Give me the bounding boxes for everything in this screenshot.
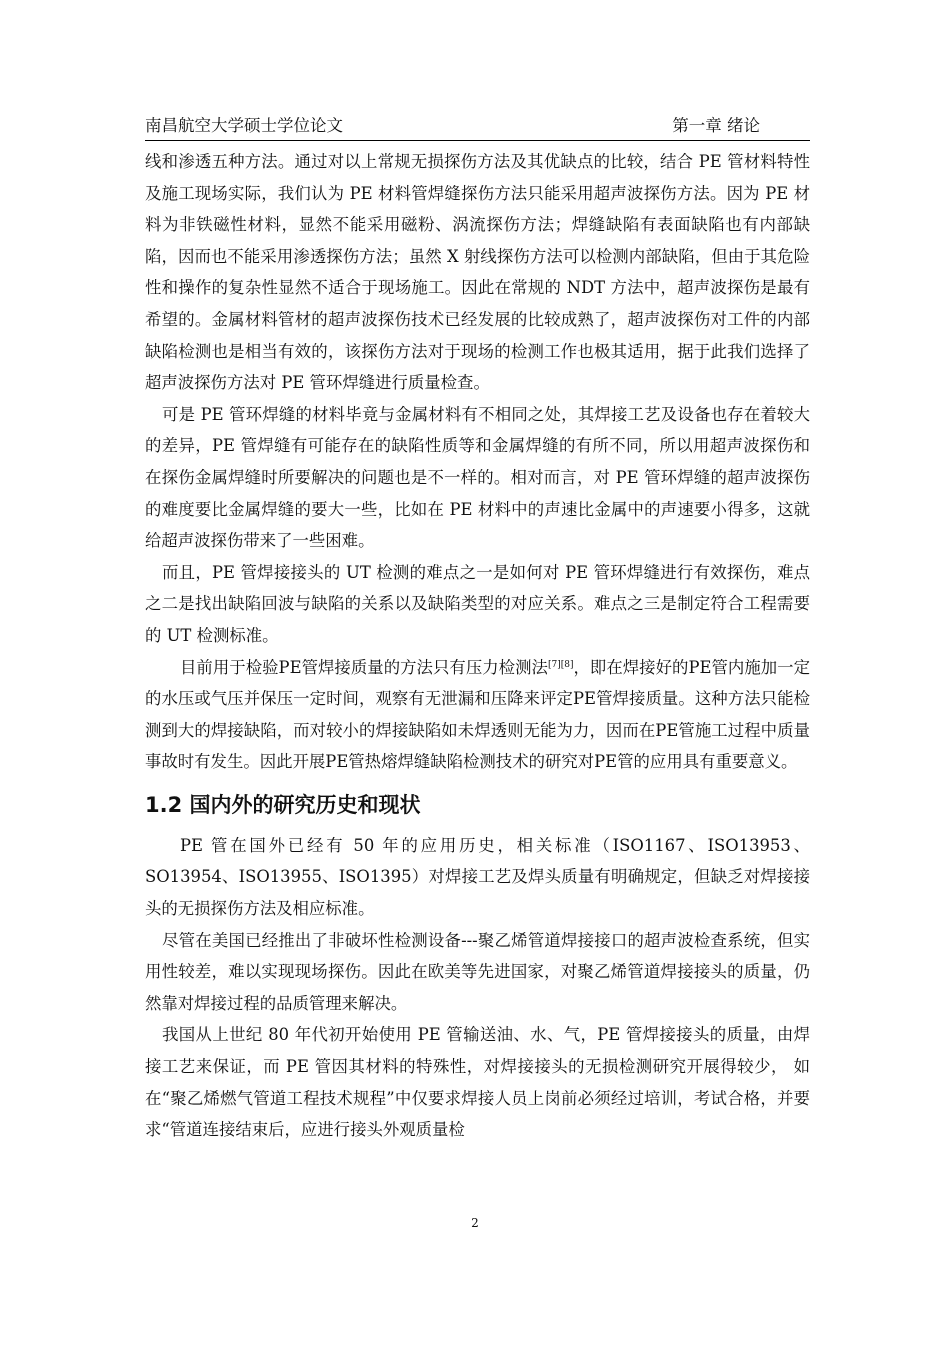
paragraph-5: PE 管在国外已经有 50 年的应用历史，相关标准（ISO1167、ISO13953、SO13954、ISO13955、ISO1395）对焊接工艺及焊头质量有明确规定，但缺乏对焊接接头的无损探伤方法及相应标准。 bbox=[145, 835, 810, 919]
header-chapter-title: 第一章 绪论 bbox=[672, 116, 760, 135]
paragraph-7: 我国从上世纪 80 年代初开始使用 PE 管输送油、水、气，PE 管焊接接头的质量，由焊接工艺来保证，而 PE 管因其材料的特殊性，对焊接接头的无损检测研究开展得较少， 如在“聚乙烯燃气管道工程技术规程”中仅要求焊接人员上岗前必须经过培训，考试合格，并要求“管道连接结束后，应进行接头外观质量检 bbox=[145, 1025, 810, 1140]
running-header bbox=[145, 112, 810, 138]
paragraph-6: 尽管在美国已经推出了非破坏性检测设备---聚乙烯管道焊接接口的超声波检查系统，但实用性较差，难以实现现场探伤。因此在欧美等先进国家，对聚乙烯管道焊接接头的质量，仍然靠对焊接过程的品质管理来解决。 bbox=[145, 930, 810, 1013]
paragraph-4 bbox=[145, 652, 810, 778]
paragraph-4-part-b: ，即在焊接好的PE管内施加一定的水压或气压并保压一定时间，观察有无泄漏和压降来评定PE管焊接质量。这种方法只能检测到大的焊接缺陷，而对较小的焊接缺陷如未焊透则无能为力，因而在PE管施工过程中质量事故时有发生。因此开展PE管热熔焊缝缺陷检测技术的研究对PE管的应用具有重要意义。 bbox=[145, 657, 810, 772]
body-text bbox=[145, 146, 810, 1146]
header-thesis-title: 南昌航空大学硕士学位论文 bbox=[145, 116, 343, 135]
paragraph-2: 可是 PE 管环焊缝的材料毕竟与金属材料有不相同之处，其焊接工艺及设备也存在着较大的差异，PE 管焊缝有可能存在的缺陷性质等和金属焊缝的有所不同，所以用超声波探伤和在探伤金属焊缝时所要解决的问题也是不一样的。相对而言，对 PE 管环焊缝的超声波探伤的难度要比金属焊缝的要大一些，比如在 PE 材料中的声速比金属中的声速要小得多，这就给超声波探伤带来了一些困难。 bbox=[145, 404, 810, 551]
page-number: 2 bbox=[471, 1216, 479, 1230]
citation-ref: [7][8] bbox=[547, 659, 574, 670]
paragraph-4-part-a: 目前用于检验PE管焊接质量的方法只有压力检测法 bbox=[180, 657, 548, 677]
paragraph-3: 而且，PE 管焊接接头的 UT 检测的难点之一是如何对 PE 管环焊缝进行有效探伤，难点之二是找出缺陷回波与缺陷的关系以及缺陷类型的对应关系。难点之三是制定符合工程需要的 UT 检测标准。 bbox=[145, 562, 810, 645]
header-rule bbox=[145, 140, 810, 141]
paragraph-1: 线和渗透五种方法。通过对以上常规无损探伤方法及其优缺点的比较，结合 PE 管材料特性及施工现场实际，我们认为 PE 材料管焊缝探伤方法只能采用超声波探伤方法。因为 PE 材料为非铁磁性材料，显然不能采用磁粉、涡流探伤方法；焊缝缺陷有表面缺陷也有内部缺陷，因而也不能采用渗透探伤方法；虽然 X 射线探伤方法可以检测内部缺陷，但由于其危险性和操作的复杂性显然不适合于现场施工。因此在常规的 NDT 方法中，超声波探伤是最有希望的。金属材料管材的超声波探伤技术已经发展的比较成熟了，超声波探伤对工件的内部缺陷检测也是相当有效的，该探伤方法对于现场的检测工作也极其适用，据于此我们选择了超声波探伤方法对 PE 管环焊缝进行质量检查。 bbox=[145, 152, 810, 393]
section-heading: 1.2 国内外的研究历史和现状 bbox=[145, 792, 421, 817]
